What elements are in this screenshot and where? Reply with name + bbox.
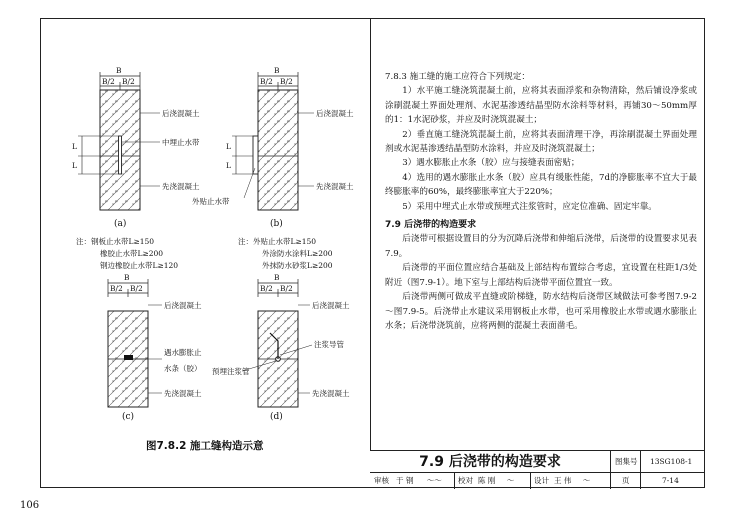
figure-c [60,275,210,415]
paragraph-7-8-3: 7.8.3 施工缝的施工应符合下列规定： [385,72,530,82]
label-after-concrete: 后浇混凝土 [316,109,354,118]
note-line: 注：外贴止水带L≥150 [238,237,317,246]
note-line: 钢边橡胶止水带L≥120 [100,261,179,270]
design-name: 王 伟 [554,476,572,485]
check-signature: 〜 [506,476,514,485]
figure-b-drawing [222,68,372,218]
page-code: 7-14 [662,476,679,485]
paragraph-item-3: 3）遇水膨胀止水条（胶）应与接缝表面密贴； [402,158,580,169]
tb-divider [640,451,641,473]
figure-d-label: (d) [270,412,283,422]
dim-b-half-left: B/2 [110,284,123,293]
dim-l-lower: L [72,161,77,170]
label-swell-strip-2: 水条（胶） [164,364,202,373]
dim-b: B [274,273,280,282]
figure-a-notes [76,236,178,272]
label-after-concrete: 后浇混凝土 [162,109,200,118]
page-label: 页 [622,476,630,485]
note-line: 外抹防水砂浆L≥200 [262,261,333,270]
dim-l-upper: L [72,142,77,151]
review-signature: 〜〜 [426,476,441,485]
review-label: 审核 [374,476,389,485]
label-after-concrete: 后浇混凝土 [164,301,202,310]
design-signature: 〜 [582,476,590,485]
label-middle-waterstop: 中埋止水带 [162,138,200,147]
dim-b-half-right: B/2 [280,284,293,293]
check-name: 陈 刚 [478,476,496,485]
paragraph-post-pour-1: 后浇带可根据设置目的分为沉降后浇带和伸缩后浇带，后浇带的设置要求见表7.9。 [385,234,697,259]
figure-c-label: (c) [122,412,135,422]
review-name: 于 钢 [396,476,414,485]
note-line: 橡胶止水带L≥200 [100,249,164,258]
figure-b-label: (b) [270,219,283,229]
check-label: 校对 [458,476,473,485]
paragraph-item-5: 5）采用中埋式止水带或预埋式注浆管时，应定位准确、固定牢靠。 [402,201,657,212]
dim-l-upper: L [226,142,231,151]
label-swell-strip-1: 遇水膨胀止 [164,348,202,357]
design-label: 设计 [534,476,549,485]
figure-a-label: (a) [114,219,127,229]
paragraph-item-2: 2）垂直施工缝浇筑混凝土前，应将其表面清理干净，再涂刷混凝土界面处理剂或水泥基渗透结晶型防水涂料，并应及时浇筑混凝土； [385,129,697,155]
label-before-concrete: 先浇混凝土 [162,182,200,191]
paragraph-item-4: 4）选用的遇水膨胀止水条（胶）应具有缓胀性能，7d的净膨胀率不宜大于最终膨胀率的60%，最终膨胀率宜大于220%； [385,172,697,198]
figure-a [60,68,210,218]
tb-divider [640,473,641,489]
text-column [385,70,697,333]
tb-divider [610,451,611,473]
dim-b-half-right: B/2 [130,284,143,293]
label-after-concrete: 后浇混凝土 [312,301,350,310]
label-grout-pipe: 注浆导管 [314,340,344,349]
dim-b: B [116,66,122,75]
paragraph-item-1: 1）水平施工缝浇筑混凝土前，应将其表面浮浆和杂物清除，然后铺设净浆或涂刷混凝土界面处理剂、水泥基渗透结晶型防水涂料等材料，再铺30～50mm厚的1：1水泥砂浆，并应及时浇筑混凝土； [385,86,697,126]
tb-divider [530,473,531,489]
title-block [370,450,705,488]
dim-b-half-right: B/2 [280,77,293,86]
label-outer-waterstop: 外贴止水带 [192,197,230,206]
paragraph-post-pour-2: 后浇带的平面位置应结合基础及上部结构布置综合考虑，宜设置在柱距1/3处附近（图7.9-1）。地下室与上部结构后浇带平面位置宜一致。 [385,263,697,288]
label-before-concrete: 先浇混凝土 [164,389,202,398]
dim-b-half-right: B/2 [122,77,135,86]
atlas-number: 13SG108-1 [650,457,693,466]
figure-caption: 图7.8.2 施工缝构造示意 [146,440,264,452]
dim-b-half-left: B/2 [260,284,273,293]
dim-b: B [124,273,130,282]
label-before-concrete: 先浇混凝土 [312,389,350,398]
figure-d [212,273,372,415]
page-number: 106 [20,500,40,511]
dim-b: B [274,66,280,75]
title-block-row-2 [370,472,705,489]
tb-divider [610,473,611,489]
figure-b-notes [238,236,333,272]
label-embedded-grout-pipe: 预埋注浆管 [212,367,250,376]
title-block-title: 7.9 后浇带的构造要求 [419,454,561,470]
label-before-concrete: 先浇混凝土 [316,182,354,191]
figure-b [192,66,372,218]
heading-7-9: 7.9 后浇带的构造要求 [385,220,477,231]
tb-divider [454,473,455,489]
atlas-label: 图集号 [615,457,638,466]
note-line: 注：钢板止水带L≥150 [76,237,155,246]
dim-b-half-left: B/2 [260,77,273,86]
note-line: 外涂防水涂料L≥200 [262,249,333,258]
title-block-row-1 [370,450,705,473]
dim-l-lower: L [226,161,231,170]
paragraph-post-pour-3: 后浇带两侧可做成平直缝或阶梯缝，防水结构后浇带区域做法可参考图7.9-2～图7.9-5。后浇带止水建议采用钢板止水带，也可采用橡胶止水带或遇水膨胀止水条；后浇带浇筑前，应将两侧的混凝土表面凿毛。 [385,292,697,331]
dim-b-half-left: B/2 [102,77,115,86]
